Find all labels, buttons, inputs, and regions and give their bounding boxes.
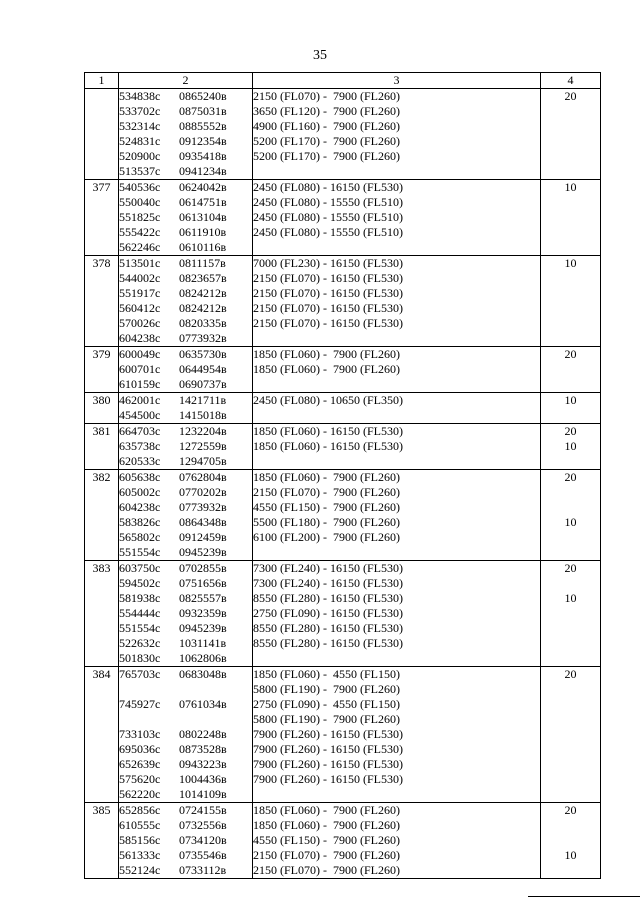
latitude: 585156с <box>119 833 161 847</box>
altitude-range: 2450 (FL080) - 10650 (FL350) <box>253 393 403 407</box>
altitude-range: 7900 (FL260) - 16150 (FL530) <box>253 757 403 771</box>
latitude: 594502с <box>119 576 161 590</box>
row-number: 383 <box>85 561 119 667</box>
coordinate-line <box>119 561 252 576</box>
column-header: 3 <box>253 73 541 89</box>
category-value: 10 <box>564 256 577 270</box>
longitude: 0770202в <box>179 485 227 499</box>
coordinate-line <box>119 727 252 742</box>
category-value: 10 <box>564 180 577 194</box>
longitude: 0773932в <box>179 331 227 345</box>
category-value: 10 <box>564 848 577 862</box>
altitude-range-cell <box>253 180 541 256</box>
latitude: 560412с <box>119 301 161 315</box>
longitude: 0732556в <box>179 818 227 832</box>
coordinates-cell <box>119 470 253 561</box>
altitude-range: 5800 (FL190) - 7900 (FL260) <box>253 682 400 696</box>
coordinate-line <box>119 712 252 727</box>
altitude-range: 8550 (FL280) - 16150 (FL530) <box>253 636 403 650</box>
longitude: 0811157в <box>179 256 226 270</box>
coordinate-line <box>119 515 252 530</box>
longitude: 0734120в <box>179 833 227 847</box>
longitude: 0912354в <box>179 134 227 148</box>
altitude-range: 8550 (FL280) - 16150 (FL530) <box>253 621 403 635</box>
longitude: 0690737в <box>179 377 227 391</box>
altitude-range: 2450 (FL080) - 16150 (FL530) <box>253 180 403 194</box>
category-cell <box>541 347 601 393</box>
altitude-range: 5200 (FL170) - 7900 (FL260) <box>253 134 400 148</box>
longitude: 0824212в <box>179 286 227 300</box>
coordinates-cell <box>119 424 253 470</box>
altitude-range: 7900 (FL260) - 16150 (FL530) <box>253 727 403 741</box>
altitude-range: 7300 (FL240) - 16150 (FL530) <box>253 561 403 575</box>
row-number: 379 <box>85 347 119 393</box>
table-header-row <box>85 73 601 89</box>
altitude-range: 1850 (FL060) - 16150 (FL530) <box>253 424 403 438</box>
table-row <box>85 561 601 667</box>
coordinate-line <box>119 240 252 255</box>
latitude: 551554с <box>119 545 161 559</box>
coordinate-line <box>119 286 252 301</box>
coordinates-cell <box>119 667 253 803</box>
longitude: 0624042в <box>179 180 227 194</box>
latitude: 600049с <box>119 347 161 361</box>
column-header: 2 <box>119 73 253 89</box>
category-value <box>541 576 600 591</box>
altitude-range-cell <box>253 424 541 470</box>
table-row <box>85 667 601 803</box>
latitude: 540536с <box>119 180 161 194</box>
altitude-range-cell <box>253 470 541 561</box>
category-value: 20 <box>564 561 577 575</box>
coordinate-line <box>119 787 252 802</box>
latitude: 605638с <box>119 470 161 484</box>
latitude: 605002с <box>119 485 161 499</box>
coordinate-line <box>119 362 252 377</box>
longitude: 0724155в <box>179 803 227 817</box>
longitude: 0941234в <box>179 164 227 178</box>
latitude: 513501с <box>119 256 161 270</box>
altitude-range: 5800 (FL190) - 7900 (FL260) <box>253 712 400 726</box>
longitude: 0802248в <box>179 727 227 741</box>
coordinate-line <box>119 104 252 119</box>
coordinate-line <box>119 89 252 104</box>
longitude: 0773932в <box>179 500 227 514</box>
coordinates-cell <box>119 561 253 667</box>
table-row <box>85 89 601 180</box>
table-row <box>85 470 601 561</box>
coordinate-line <box>119 500 252 515</box>
latitude: 733103с <box>119 727 161 741</box>
coordinate-line <box>119 301 252 316</box>
altitude-range: 2450 (FL080) - 15550 (FL510) <box>253 210 403 224</box>
coordinate-line <box>119 271 252 286</box>
longitude: 0820335в <box>179 316 227 330</box>
table-row <box>85 803 601 879</box>
coordinates-cell <box>119 803 253 879</box>
latitude: 652856с <box>119 803 161 817</box>
latitude: 581938с <box>119 591 161 605</box>
altitude-range-cell <box>253 347 541 393</box>
category-cell <box>541 667 601 803</box>
category-cell <box>541 803 601 879</box>
coordinate-line <box>119 195 252 210</box>
category-value: 20 <box>564 803 577 817</box>
altitude-range: 5500 (FL180) - 7900 (FL260) <box>253 515 400 529</box>
longitude: 0875031в <box>179 104 227 118</box>
altitude-range: 2150 (FL070) - 7900 (FL260) <box>253 863 400 877</box>
latitude: 603750с <box>119 561 161 575</box>
category-cell <box>541 256 601 347</box>
altitude-range: 7300 (FL240) - 16150 (FL530) <box>253 576 403 590</box>
row-number: 385 <box>85 803 119 879</box>
latitude: 554444с <box>119 606 161 620</box>
page-number: 35 <box>313 48 327 63</box>
altitude-range: 1850 (FL060) - 7900 (FL260) <box>253 362 400 376</box>
latitude: 501830с <box>119 651 161 665</box>
category-cell <box>541 89 601 180</box>
altitude-range: 8550 (FL280) - 16150 (FL530) <box>253 591 403 605</box>
longitude: 1415018в <box>179 408 227 422</box>
coordinate-line <box>119 667 252 682</box>
footer-rule <box>528 896 640 897</box>
coordinate-line <box>119 591 252 606</box>
longitude: 1272559в <box>179 439 227 453</box>
latitude: 604238с <box>119 500 161 514</box>
row-number: 380 <box>85 393 119 424</box>
coordinate-line <box>119 256 252 271</box>
coordinates-cell <box>119 347 253 393</box>
category-cell <box>541 470 601 561</box>
latitude: 555422с <box>119 225 161 239</box>
latitude: 765703с <box>119 667 161 681</box>
row-number: 377 <box>85 180 119 256</box>
latitude: 583826с <box>119 515 161 529</box>
latitude: 652639с <box>119 757 161 771</box>
altitude-range: 1850 (FL060) - 7900 (FL260) <box>253 470 400 484</box>
longitude: 0613104в <box>179 210 227 224</box>
latitude: 610159с <box>119 377 161 391</box>
coordinate-line <box>119 316 252 331</box>
coordinate-line <box>119 621 252 636</box>
coordinate-line <box>119 742 252 757</box>
coordinate-line <box>119 347 252 362</box>
latitude: 522632с <box>119 636 161 650</box>
coordinate-line <box>119 545 252 560</box>
latitude: 551554с <box>119 621 161 635</box>
altitude-range: 7000 (FL230) - 16150 (FL530) <box>253 256 403 270</box>
coordinate-line <box>119 470 252 485</box>
coordinate-line <box>119 576 252 591</box>
coordinate-line <box>119 119 252 134</box>
latitude: 544002с <box>119 271 161 285</box>
longitude: 0865240в <box>179 89 227 103</box>
longitude: 0683048в <box>179 667 227 681</box>
altitude-range: 2150 (FL070) - 7900 (FL260) <box>253 89 400 103</box>
latitude: 565802с <box>119 530 161 544</box>
coordinate-line <box>119 424 252 439</box>
category-value: 20 <box>564 347 577 361</box>
altitude-range-cell <box>253 393 541 424</box>
longitude: 0635730в <box>179 347 227 361</box>
longitude: 0935418в <box>179 149 227 163</box>
category-value: 20 <box>564 667 577 681</box>
altitude-range: 2150 (FL070) - 16150 (FL530) <box>253 316 403 330</box>
category-cell <box>541 393 601 424</box>
latitude: 562220с <box>119 787 161 801</box>
altitude-range: 4550 (FL150) - 7900 (FL260) <box>253 500 400 514</box>
category-value <box>541 485 600 500</box>
altitude-range: 2450 (FL080) - 15550 (FL510) <box>253 225 403 239</box>
category-value: 10 <box>564 515 577 529</box>
latitude: 462001с <box>119 393 161 407</box>
coordinate-line <box>119 803 252 818</box>
longitude: 1031141в <box>179 636 227 650</box>
altitude-range: 2750 (FL090) - 16150 (FL530) <box>253 606 403 620</box>
coordinate-line <box>119 606 252 621</box>
coordinate-line <box>119 863 252 878</box>
coordinate-line <box>119 210 252 225</box>
table-row <box>85 393 601 424</box>
coordinates-cell <box>119 89 253 180</box>
altitude-range: 7900 (FL260) - 16150 (FL530) <box>253 742 403 756</box>
altitude-range: 6100 (FL200) - 7900 (FL260) <box>253 530 400 544</box>
category-cell <box>541 424 601 470</box>
longitude: 0945239в <box>179 545 227 559</box>
category-value: 20 <box>564 470 577 484</box>
longitude: 0945239в <box>179 621 227 635</box>
longitude: 0824212в <box>179 301 227 315</box>
latitude: 570026с <box>119 316 161 330</box>
longitude: 0610116в <box>179 240 227 254</box>
altitude-range: 1850 (FL060) - 7900 (FL260) <box>253 803 400 817</box>
longitude: 0751656в <box>179 576 227 590</box>
latitude: 600701с <box>119 362 161 376</box>
longitude: 0611910в <box>179 225 227 239</box>
altitude-range: 2150 (FL070) - 16150 (FL530) <box>253 286 403 300</box>
altitude-range: 2150 (FL070) - 7900 (FL260) <box>253 848 400 862</box>
coordinate-line <box>119 408 252 423</box>
category-cell <box>541 180 601 256</box>
category-value: 10 <box>564 393 577 407</box>
coordinate-line <box>119 818 252 833</box>
longitude: 0912459в <box>179 530 227 544</box>
altitude-range: 4550 (FL150) - 7900 (FL260) <box>253 833 400 847</box>
coordinates-cell <box>119 393 253 424</box>
altitude-range-cell <box>253 561 541 667</box>
coordinate-line <box>119 636 252 651</box>
latitude: 551917с <box>119 286 161 300</box>
latitude: 513537с <box>119 164 161 178</box>
longitude: 0614751в <box>179 195 227 209</box>
longitude: 0644954в <box>179 362 227 376</box>
category-value <box>541 818 600 833</box>
latitude: 562246с <box>119 240 161 254</box>
row-number: 378 <box>85 256 119 347</box>
coordinate-line <box>119 682 252 697</box>
altitude-range: 3650 (FL120) - 7900 (FL260) <box>253 104 400 118</box>
longitude: 0873528в <box>179 742 227 756</box>
coordinate-line <box>119 331 252 346</box>
longitude: 0823657в <box>179 271 227 285</box>
latitude: 524831с <box>119 134 161 148</box>
coordinate-line <box>119 697 252 712</box>
altitude-range: 7900 (FL260) - 16150 (FL530) <box>253 772 403 786</box>
category-value: 20 <box>564 424 577 438</box>
altitude-range: 2450 (FL080) - 15550 (FL510) <box>253 195 403 209</box>
coordinates-cell <box>119 256 253 347</box>
altitude-range: 1850 (FL060) - 7900 (FL260) <box>253 818 400 832</box>
latitude: 695036с <box>119 742 161 756</box>
longitude: 0943223в <box>179 757 227 771</box>
longitude: 1004436в <box>179 772 227 786</box>
table-row <box>85 347 601 393</box>
latitude: 610555с <box>119 818 161 832</box>
coordinate-line <box>119 530 252 545</box>
table-row <box>85 256 601 347</box>
row-number: 384 <box>85 667 119 803</box>
altitude-range-cell <box>253 256 541 347</box>
airspace-table <box>84 72 601 879</box>
altitude-range: 1850 (FL060) - 7900 (FL260) <box>253 347 400 361</box>
coordinate-line <box>119 180 252 195</box>
longitude: 0702855в <box>179 561 227 575</box>
latitude: 620533с <box>119 454 161 468</box>
latitude: 550040с <box>119 195 161 209</box>
latitude: 664703с <box>119 424 161 438</box>
latitude: 533702с <box>119 104 161 118</box>
altitude-range: 5200 (FL170) - 7900 (FL260) <box>253 149 400 163</box>
category-value: 10 <box>564 591 577 605</box>
column-header: 1 <box>85 73 119 89</box>
row-number: 382 <box>85 470 119 561</box>
coordinate-line <box>119 439 252 454</box>
longitude: 0864348в <box>179 515 227 529</box>
coordinate-line <box>119 149 252 164</box>
longitude: 1294705в <box>179 454 227 468</box>
altitude-range-cell <box>253 89 541 180</box>
coordinate-line <box>119 485 252 500</box>
longitude: 0735546в <box>179 848 227 862</box>
latitude: 534838с <box>119 89 161 103</box>
coordinate-line <box>119 393 252 408</box>
category-value: 20 <box>564 89 577 103</box>
altitude-range-cell <box>253 667 541 803</box>
table-row <box>85 180 601 256</box>
coordinate-line <box>119 651 252 666</box>
longitude: 1421711в <box>179 393 227 407</box>
latitude: 532314с <box>119 119 161 133</box>
longitude: 0885552в <box>179 119 227 133</box>
altitude-range: 2150 (FL070) - 16150 (FL530) <box>253 301 403 315</box>
row-number: 381 <box>85 424 119 470</box>
altitude-range: 2750 (FL090) - 4550 (FL150) <box>253 697 400 711</box>
coordinate-line <box>119 757 252 772</box>
altitude-range: 2150 (FL070) - 7900 (FL260) <box>253 485 400 499</box>
column-header: 4 <box>541 73 601 89</box>
coordinates-cell <box>119 180 253 256</box>
altitude-range: 2150 (FL070) - 16150 (FL530) <box>253 271 403 285</box>
coordinate-line <box>119 225 252 240</box>
coordinate-line <box>119 377 252 392</box>
latitude: 520900с <box>119 149 161 163</box>
category-value <box>541 500 600 515</box>
latitude: 454500с <box>119 408 161 422</box>
longitude: 0932359в <box>179 606 227 620</box>
latitude: 551825с <box>119 210 161 224</box>
coordinate-line <box>119 134 252 149</box>
row-number <box>85 89 119 180</box>
coordinate-line <box>119 164 252 179</box>
latitude: 604238с <box>119 331 161 345</box>
longitude: 0762804в <box>179 470 227 484</box>
altitude-range: 1850 (FL060) - 4550 (FL150) <box>253 667 400 681</box>
coordinate-line <box>119 772 252 787</box>
category-value: 10 <box>564 439 577 453</box>
longitude: 1014109в <box>179 787 227 801</box>
latitude: 745927с <box>119 697 161 711</box>
longitude: 0761034в <box>179 697 227 711</box>
altitude-range: 1850 (FL060) - 16150 (FL530) <box>253 439 403 453</box>
latitude: 575620с <box>119 772 161 786</box>
longitude: 1232204в <box>179 424 227 438</box>
category-cell <box>541 561 601 667</box>
coordinate-line <box>119 848 252 863</box>
longitude: 1062806в <box>179 651 227 665</box>
table-row <box>85 424 601 470</box>
longitude: 0733112в <box>179 863 227 877</box>
latitude: 552124с <box>119 863 161 877</box>
altitude-range-cell <box>253 803 541 879</box>
latitude: 635738с <box>119 439 161 453</box>
altitude-range: 4900 (FL160) - 7900 (FL260) <box>253 119 400 133</box>
coordinate-line <box>119 454 252 469</box>
category-value <box>541 833 600 848</box>
latitude: 561333с <box>119 848 161 862</box>
longitude: 0825557в <box>179 591 227 605</box>
coordinate-line <box>119 833 252 848</box>
